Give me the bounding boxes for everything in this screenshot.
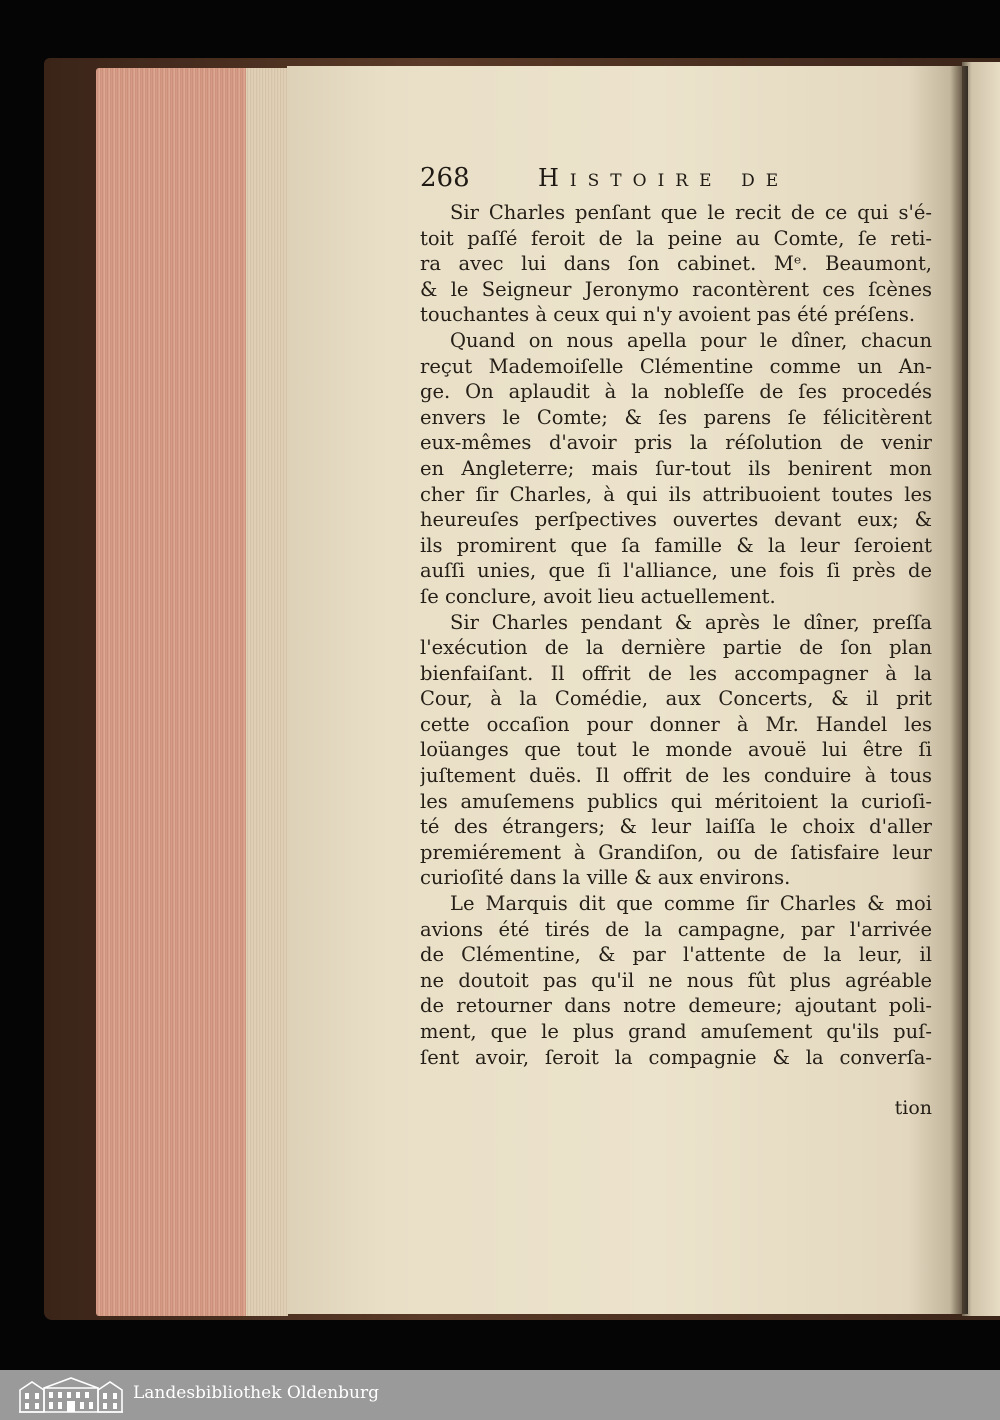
text-line: & le Seigneur Jeronymo racontèrent ces ſcènes	[420, 277, 932, 301]
text-line: Sir Charles pendant & après le dîner, preſſa	[450, 610, 932, 634]
text-line: loüanges que tout le monde avouë lui être ſi	[420, 738, 932, 762]
text-line: ne doutoit pas qu'il ne nous fût plus agréable	[420, 968, 932, 992]
text-line: curioſité dans la ville & aux environs.	[420, 866, 791, 890]
text-line: ils promirent que ſa famille & la leur ſeroient	[420, 533, 932, 557]
text-line: touchantes à ceux qui n'y avoient pas été préſens.	[420, 303, 916, 327]
text-line: cette occaſion pour donner à Mr. Handel les	[420, 712, 932, 736]
footer-bar	[0, 1370, 1000, 1420]
text-line: toit paſſé feroit de la peine au Comte, ſe reti-	[420, 226, 932, 250]
page-number: 268	[420, 163, 470, 193]
text-line: ſent avoir, ſeroit la compagnie & la converſa-	[420, 1045, 932, 1069]
text-line: auſſi unies, que ſi l'alliance, une fois ſi près de	[420, 559, 932, 583]
footer-label[interactable]: Landesbibliothek Oldenburg	[133, 1383, 380, 1403]
text-line: Sir Charles penſant que le recit de ce qui s'é-	[450, 201, 932, 224]
catchword: tion	[894, 1097, 932, 1119]
text-line: envers le Comte; & ſes parens ſe félicitèrent	[420, 405, 932, 429]
page-text	[420, 200, 932, 1070]
text-line: Le Marquis dit que comme ſir Charles & moi	[450, 892, 932, 916]
text-line: reçut Mademoiſelle Clémentine comme un An-	[420, 354, 932, 378]
library-building-icon	[18, 1376, 124, 1414]
text-line: juſtement duës. Il offrit de les conduire à tous	[420, 764, 932, 788]
page-header	[420, 163, 940, 197]
book-gutter	[950, 66, 968, 1314]
text-line: eux-mêmes d'avoir pris la réſolution de venir	[420, 431, 932, 455]
text-line: heureuſes perſpectives ouvertes devant eux; &	[420, 508, 932, 532]
text-line: Cour, à la Comédie, aux Concerts, & il prit	[420, 687, 932, 711]
text-line: de retourner dans notre demeure; ajoutant poli-	[420, 994, 932, 1018]
text-line: bienfaiſant. Il offrit de les accompagner à la	[420, 661, 932, 685]
text-line: ra avec lui dans ſon cabinet. Mᵉ. Beaumont,	[420, 252, 932, 276]
text-line: ſe conclure, avoit lieu actuellement.	[420, 584, 776, 608]
text-line: té des étrangers; & leur laiſſa le choix d'aller	[420, 815, 932, 839]
text-line: l'exécution de la dernière partie de ſon plan	[420, 636, 932, 660]
text-line: les amuſemens publics qui méritoient la curioſi-	[420, 789, 932, 813]
text-line: premiérement à Grandiſon, ou de ſatisfaire leur	[420, 840, 932, 864]
running-title: Histoire de	[538, 164, 790, 192]
page-edges	[96, 68, 288, 1316]
text-line: Quand on nous apella pour le dîner, chacun	[450, 328, 932, 352]
text-line: ge. On aplaudit à la nobleſſe de ſes procedés	[420, 380, 932, 404]
text-line: avions été tirés de la campagne, par l'arrivée	[420, 917, 932, 941]
text-line: en Angleterre; mais ſur-tout ils benirent mon	[420, 456, 932, 480]
text-line: de Clémentine, & par l'attente de la leur, il	[420, 943, 932, 967]
text-line: cher ſir Charles, à qui ils attribuoient toutes les	[420, 482, 932, 506]
text-line: ment, que le plus grand amuſement qu'ils puſ-	[420, 1020, 932, 1043]
